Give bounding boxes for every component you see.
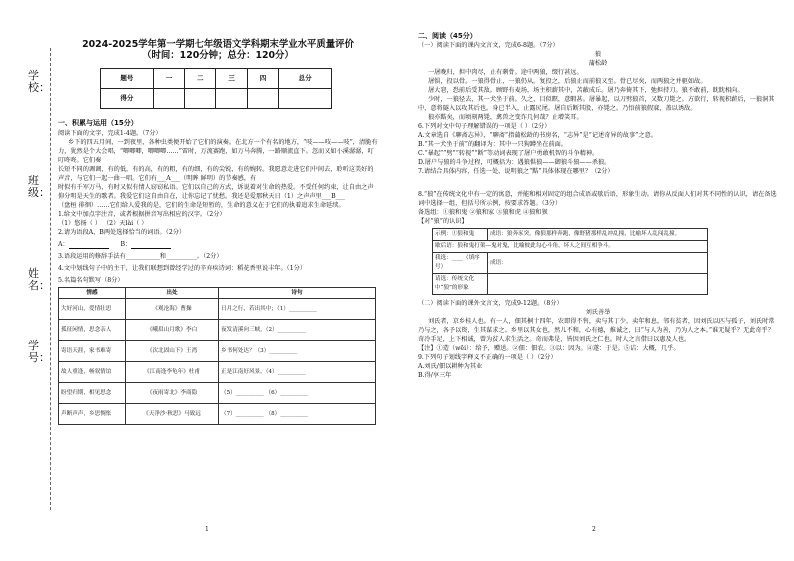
poem-cell: 故人重逢，畅叙情谊	[59, 362, 126, 383]
question-option: B.“其一犬坐于前”的翻译为：其中一只狗蹲坐在前面。	[418, 141, 567, 148]
score-cell: 三	[216, 69, 247, 89]
question-option: A.刘氏/佃以耕种为其业	[418, 363, 483, 370]
annotation: 【注】①造（wēi）：给予，赠送。②佃：佃农。③以：因为。④遂：于是。⑤诘：大概，几乎。	[418, 345, 680, 352]
name-label: 姓名：	[28, 267, 50, 292]
instruction: 阅读下面的文字，完成1-4题。（7分）	[58, 130, 162, 137]
score-input[interactable]	[185, 89, 216, 109]
poem-cell: 《峨眉山月歌》李白	[126, 320, 219, 341]
answer-label: A：	[58, 241, 69, 248]
score-table	[100, 68, 332, 109]
text-title: 狼	[594, 51, 602, 58]
choices: 备选组：①狼和鬼 ②狼和家 ③狼和虎 ④狼和狈	[418, 209, 548, 216]
question-options: （1）悠扬（ ） （2）天lài（ ）	[58, 220, 148, 227]
question: 9.下列句子划线字释义不正确的一项是（ ）（2分）	[418, 354, 557, 361]
passage-line: 长短不同的调调，有的低，有的高，有的粗，有的细，有的尖锐，有的婉转。我愿意走进它们中间去，聆听这美好的声音，与它们一起一曲一唱。它们有___A___（明眸 鲜明）的节奏感，有	[58, 166, 374, 182]
page-title: 2024-2025学年第一学期七年级语文学科期末学业水平质量评价	[82, 39, 354, 50]
table-caption: 【对“狼”的认识】	[418, 218, 468, 225]
wolf-cell: 歇后语：狼和鬼打架—鬼对鬼，比喻彼此勾心斗角，坏人之间互相争斗。	[433, 241, 708, 253]
poem-answer-cell[interactable]: （5）__________ （6）__________	[219, 383, 376, 404]
question: 6.下列对文中句子理解错误的一项是（ ）（2分）	[418, 123, 551, 130]
wolf-cell: 示例：①狼和鬼	[433, 229, 488, 241]
score-cell: 二	[185, 69, 216, 89]
question: 1.给文中加点字注音，或者根据拼音写出相应的汉字。（2分）	[58, 211, 226, 218]
passage-line: 刘氏者，京乡桂人也。有一人，佃其桐十四年，农即得不售，卖与其丁少，卖年和息。邻有贫者，因刘氏以匹与孤子，刘氏时常乃与之，各予以资，生其谋求之。乡里以其女也，然儿不和，心有德，推诚之，曰“与人为善，乃为人之本。”谁无疑乎？无此奇乎？奇冷手足，上下相诚，曾为贫人求生活之。奇而弗是，皆因刘氏之仁也。时人之言借曰以惠及人也。	[418, 318, 775, 343]
score-cell: 题号	[101, 69, 154, 89]
page-number-left: 1	[205, 526, 209, 533]
page-subtitle: （时间：120分钟；总分：120分）	[142, 50, 294, 61]
wolf-table	[432, 228, 708, 295]
id-label: 学号：	[28, 339, 50, 364]
section-heading: 二、阅读（45分）	[418, 32, 477, 40]
score-input[interactable]	[216, 89, 247, 109]
text-author: 蒲松龄	[588, 60, 608, 67]
wolf-answer-cell[interactable]	[488, 274, 708, 295]
left-column	[58, 36, 378, 425]
poem-header: 出处	[126, 288, 219, 299]
text-title: 刘氏善举	[585, 309, 611, 316]
right-column	[418, 32, 778, 380]
answer-label: B：	[120, 241, 132, 248]
poem-cell: 盼望归期，相见思念	[59, 383, 126, 404]
answer-blank[interactable]	[131, 241, 171, 249]
passage-line: 时似有千军万马，有时又似有情人窃窃私语。它们以自己的方式，诉说着对生命的热爱。不受任何约束，让自由之声	[58, 184, 374, 191]
poem-cell: 孤征闲情，思念亲人	[59, 320, 126, 341]
poem-answer-cell[interactable]: （7）__________ （8）__________	[219, 404, 376, 425]
score-input[interactable]	[247, 89, 278, 109]
passage-line: （盘桓 徘徊）……它们给人爱我的是，它们的生命是短暂的，生命的意义在于它们的执着追求生命延续。	[58, 202, 345, 209]
score-cell: 得分	[101, 89, 154, 109]
poem-cell: 寄语天涯，家书难寄	[59, 341, 126, 362]
answer-blank[interactable]	[69, 241, 109, 249]
passage-line: 狼亦黠矣，而顷刻两毙，禽兽之变诈几何哉？止增笑耳。	[428, 114, 583, 121]
question: 7.请结合具体内容，任选一处，说明狼之“黠”具体体现在哪里？（2分）	[418, 168, 614, 175]
poem-answer-cell[interactable]: 日月之行，若出其中；（1）__________	[219, 299, 376, 320]
score-input[interactable]	[279, 89, 332, 109]
wolf-answer-cell[interactable]: 成语：	[488, 253, 708, 274]
poem-cell: 《天净沙·秋思》马致远	[126, 404, 219, 425]
class-label: 班级：	[28, 174, 50, 199]
score-cell: 一	[153, 69, 184, 89]
poem-cell: 声断声声，乡思惆怅	[59, 404, 126, 425]
poem-cell: 《次北固山下》王湾	[126, 341, 219, 362]
score-cell: 总分	[279, 69, 332, 89]
score-input[interactable]	[153, 89, 184, 109]
poem-answer-cell[interactable]: 乡书何处达？（3）__________	[219, 341, 376, 362]
passage-line: 一屠晚归，担中肉尽，止有剩骨。途中两狼，缀行甚远。	[428, 69, 583, 76]
question: 4.文中划线句子中的主干，让我们联想到曾经学过的辛弃疾诗词：稻花香里说丰年。（1分）	[58, 265, 307, 272]
poem-table	[58, 287, 376, 425]
poem-cell: 《观沧海》曹操	[126, 299, 219, 320]
poem-cell: 大好河山，爱情壮思	[59, 299, 126, 320]
question: 3.语段运用的修辞手法有___________和__________。（2分）	[58, 253, 223, 260]
passage-line: 屠惧，投以骨。一狼得骨止，一狼仍从。复投之，后狼止而前狼又至。骨已尽矣，而两狼之并驱如故。	[428, 78, 707, 85]
page-number-right: 2	[592, 526, 596, 533]
score-cell: 四	[247, 69, 278, 89]
passage-line: 少时，一狼径去，其一犬坐于前。久之，目似瞑，意暇甚。屠暴起，以刀劈狼首，又数刀毙之。方欲行，转视积薪后，一狼洞其中，意将隧入以攻其后也。身已半入，止露尻尾。屠自后断其股，亦毙之。乃悟前狼假寐，盖以诱敌。	[418, 96, 775, 112]
question-option: D.屠户与狼的斗争过程，可概括为：遇狼惧狼——御狼斗狼——杀狼。	[418, 159, 611, 166]
poem-answer-cell[interactable]: 正是江南好风景，（4）__________	[219, 362, 376, 383]
poem-cell: 《江南逢李龟年》杜甫	[126, 362, 219, 383]
instruction: （一）阅读下面的课内文言文，完成6-8题。（7分）	[418, 42, 559, 49]
question: 5.名篇名句默写（8分）	[58, 277, 124, 284]
poem-header: 诗句	[219, 288, 376, 299]
poem-header: 情感	[59, 288, 126, 299]
passage-line: 乡下的四五月间，一到夜里，各种虫类便开始了它们的演奏。在北方一个有名的地方，“吱——吱——吱”，清脆有力，犹然是个大会唱，“唧唧唧，唧唧唧……”雷时，万流赛跑，如万马奔腾，一路顺流直下。忽而又如小溪潺潺，叮叮咚咚。它们奏	[58, 139, 378, 164]
question-option: B.得/享三年	[418, 372, 452, 379]
question: 2.请为语段A、B两处选择恰当的词语。（2分）	[58, 229, 186, 236]
wolf-cell: 成语：狼奔豕突，像狼那样奔跑，像野猪那样乱冲乱撞，比喻坏人乱闯乱撞。	[488, 229, 708, 241]
question: 8.“狼”在传统文化中有一定的寓意，并能和相对固定的组合成语或歇后语，形象生动。请你从反面人们对其不同性的认识，请在备选词中选择一组，但括号所示例，按要求答题。（3分）	[418, 191, 777, 207]
poem-answer-cell[interactable]: 夜发清溪向三峡，（2）__________	[219, 320, 376, 341]
poem-cell: 《夜雨寄北》李商隐	[126, 383, 219, 404]
passage-line: 屠大窘，恐前后受其敌。顾野有麦场，场主积薪其中，苫蔽成丘。屠乃奔倚其下，弛担持刀。狼不敢前，眈眈相向。	[428, 87, 744, 94]
school-label: 学校：	[28, 69, 50, 94]
wolf-cell: 请选：传统文化中“狼”的形象	[433, 274, 488, 295]
section-heading: 一、积累与运用（15分）	[58, 119, 138, 127]
binding-line	[50, 48, 51, 510]
passage-line: 仰分明是天生的歌者。我爱它们这自由自在，让你忘记了忧愁。我还是爱那秋天日（1）之声声里___B___	[58, 193, 345, 200]
wolf-cell: 我选：____（填序号）	[433, 253, 488, 274]
question-option: C.“暴起”“劈”“转视”“断”等动词表现了屠户勇敢机智的斗争精神。	[418, 150, 599, 157]
question-option: A.文章选自《聊斋志异》，“聊斋”指蒲松龄的书房名，“志异”是“记述奇异的故事”之意。	[418, 132, 657, 139]
instruction: （二）阅读下面的课外文言文，完成9-12题。（8分）	[418, 300, 563, 307]
